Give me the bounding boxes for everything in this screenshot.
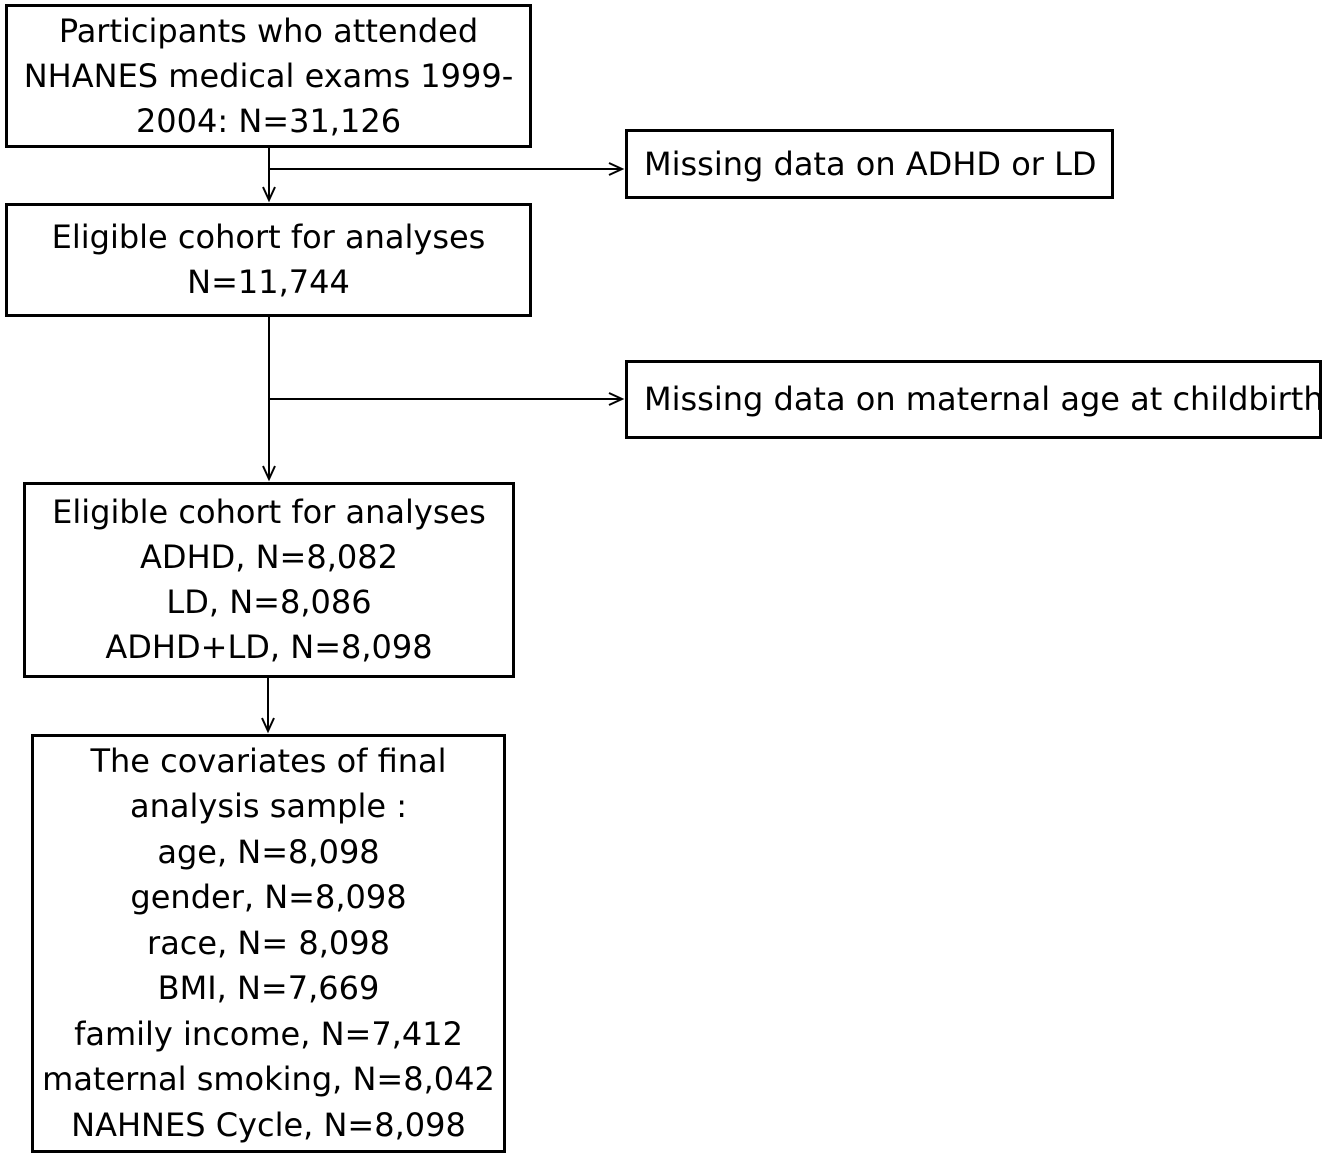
box-line: 2004: N=31,126 (135, 101, 402, 140)
box-eligible-cohort-1 (5, 203, 532, 317)
box-line: BMI, N=7,669 (157, 969, 380, 1008)
box-line: ADHD, N=8,082 (140, 538, 398, 576)
box-line: analysis sample : (129, 787, 408, 826)
box-line: Eligible cohort for analyses (51, 218, 486, 256)
box-line: The covariates of final (90, 741, 447, 780)
box-exclusion-missing-adhd-ld (625, 129, 1114, 199)
box-line: race, N= 8,098 (147, 923, 390, 962)
box-line: LD, N=8,086 (166, 583, 372, 621)
box-line: ADHD+LD, N=8,098 (105, 628, 433, 666)
box-eligible-cohort-2 (23, 482, 515, 678)
box-line: age, N=8,098 (157, 832, 380, 871)
box-final-covariates (31, 734, 506, 1153)
box-line: NAHNES Cycle, N=8,098 (71, 1105, 466, 1144)
box-line: gender, N=8,098 (130, 878, 407, 917)
box-line: Missing data on ADHD or LD (644, 144, 1097, 183)
box-line: Participants who attended (58, 11, 479, 50)
box-line: family income, N=7,412 (74, 1014, 463, 1053)
box-line: Missing data on maternal age at childbirth (644, 380, 1324, 418)
box-participants-attended (5, 4, 532, 148)
box-line: NHANES medical exams 1999- (23, 56, 514, 95)
box-line: maternal smoking, N=8,042 (42, 1060, 495, 1099)
box-exclusion-missing-maternal-age (625, 360, 1322, 439)
box-line: Eligible cohort for analyses (52, 493, 486, 531)
box-line: N=11,744 (187, 263, 350, 301)
